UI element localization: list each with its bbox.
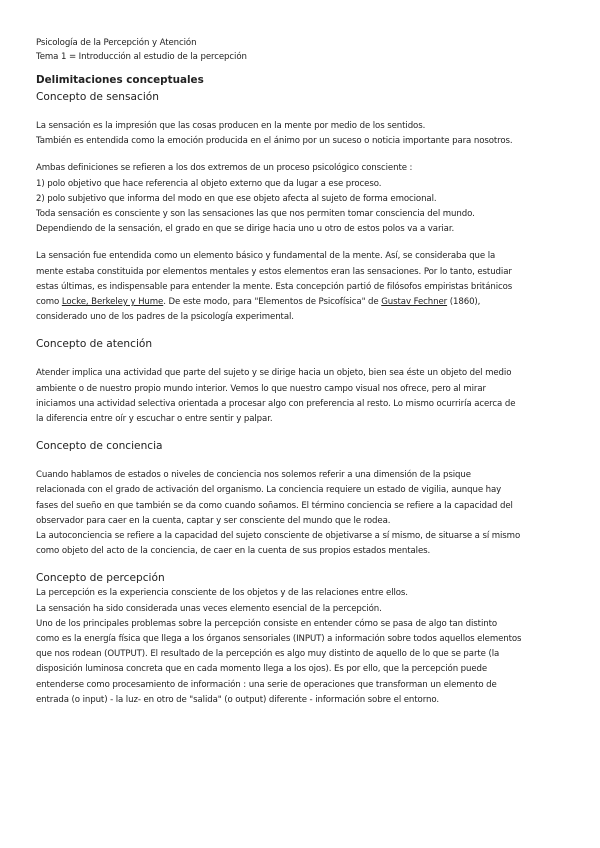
conciencia-line5: La autoconciencia se refiere a la capacidad del sujeto consciente de objetivarse a sí mismo, de situarse a sí mismo: [36, 531, 521, 542]
atencion-line2: ambiente o de nuestro propio mundo interior. Vemos lo que nuestro campo visual nos ofrece, pero al mirar: [36, 383, 486, 394]
conciencia-line4: observador para caer en la cuenta, captar y ser consciente del mundo que le rodea.: [36, 515, 391, 526]
percepcion-line4: como es la energía física que llega a los órganos sensoriales (INPUT) a información sobre todos aquellos elementos: [36, 634, 522, 645]
sensacion-p1-line2: También es entendida como la emoción producida en el ánimo por un suceso o noticia importante para nosotros.: [36, 136, 513, 147]
link-fechner[interactable]: Gustav Fechner: [381, 297, 448, 308]
sensacion-p2-line4: Toda sensación es consciente y son las sensaciones las que nos permiten tomar consciencia del mundo.: [36, 209, 475, 220]
sensacion-p3-line2: mente estaba constituida por elementos mentales y estos elementos eran las sensaciones. Por lo tanto, estudiar: [36, 266, 512, 277]
heading-sensacion: Concepto de sensación: [36, 91, 159, 103]
sensacion-p3-line1: La sensación fue entendida como un elemento básico y fundamental de la mente. Así, se consideraba que la: [36, 251, 496, 262]
percepcion-line2: La sensación ha sido considerada unas veces elemento esencial de la percepción.: [36, 603, 382, 614]
atencion-line1: Atender implica una actividad que parte del sujeto y se dirige hacia un objeto, bien sea éste un objeto del medio: [36, 368, 512, 379]
percepcion-line5: que nos rodean (OUTPUT). El resultado de la percepción es algo muy distinto de aquello de lo que se parte (la: [36, 649, 500, 660]
percepcion-line8: entrada (o input) - la luz- en otro de "salida" (o output) diferente - información sobre el entorno.: [36, 694, 439, 705]
percepcion-line3: Uno de los principales problemas sobre la percepción consiste en entender cómo se pasa de algo tan distinto: [36, 618, 498, 629]
conciencia-line6: como objeto del acto de la conciencia, de caer en la cuenta de sus propios estados mentales.: [36, 546, 431, 557]
heading-percepcion: Concepto de percepción: [36, 572, 165, 585]
sensacion-p2-line3: 2) polo subjetivo que informa del modo en que ese objeto afecta al sujeto de forma emocional.: [36, 193, 437, 204]
sensacion-p3-line3: estas últimas, es indispensable para entender la mente. Esta concepción partió de filósofos empiristas británicos: [36, 281, 513, 292]
percepcion-line1: La percepción es la experiencia consciente de los objetos y de las relaciones entre ellos.: [36, 588, 408, 599]
percepcion-line7: entenderse como procesamiento de información : una serie de operaciones que transforman un elemento de: [36, 679, 497, 690]
percepcion-line6: disposición luminosa concreta que en cada momento llega a los ojos). Es por ello, que la percepción puede: [36, 664, 488, 675]
conciencia-line1: Cuando hablamos de estados o niveles de conciencia nos solemos referir a una dimensión de la psique: [36, 470, 471, 481]
document-page: [36, 36, 564, 708]
section-title: Delimitaciones conceptuales: [36, 74, 204, 86]
text-span: (1860),: [447, 297, 481, 308]
atencion-line3: iniciamos una actividad selectiva orientada a procesar algo con preferencia al resto. Lo mismo ocurriría acerca de: [36, 398, 516, 409]
heading-conciencia: Concepto de conciencia: [36, 440, 163, 453]
text-span: . De este modo, para "Elementos de Psicofísica" de: [163, 297, 382, 308]
sensacion-p2-line2: 1) polo objetivo que hace referencia al objeto externo que da lugar a ese proceso.: [36, 178, 382, 189]
course-title: Psicología de la Percepción y Atención: [36, 38, 197, 48]
conciencia-line2: relacionada con el grado de activación del organismo. La conciencia requiere un estado de vigilia, aunque hay: [36, 485, 502, 496]
heading-atencion: Concepto de atención: [36, 338, 153, 351]
text-span: como: [36, 297, 62, 308]
sensacion-p3-line5: considerado uno de los padres de la psicología experimental.: [36, 312, 294, 323]
conciencia-line3: fases del sueño en que también se da como cuando soñamos. El término conciencia se refiere a la capacidad del: [36, 500, 513, 511]
link-empiristas[interactable]: Locke, Berkeley y Hume: [61, 297, 164, 308]
sensacion-p1-line1: La sensación es la impresión que las cosas producen en la mente por medio de los sentidos.: [36, 121, 426, 131]
sensacion-p2-line5: Dependiendo de la sensación, el grado en que se dirige hacia uno u otro de estos polos va a variar.: [36, 224, 455, 235]
topic-title: Tema 1 = Introducción al estudio de la percepción: [36, 52, 247, 62]
atencion-line4: la diferencia entre oír y escuchar o entre sentir y palpar.: [36, 414, 273, 425]
sensacion-p2-line1: Ambas definiciones se refieren a los dos extremos de un proceso psicológico consciente :: [36, 163, 413, 174]
sensacion-p3-line4: [36, 295, 564, 310]
